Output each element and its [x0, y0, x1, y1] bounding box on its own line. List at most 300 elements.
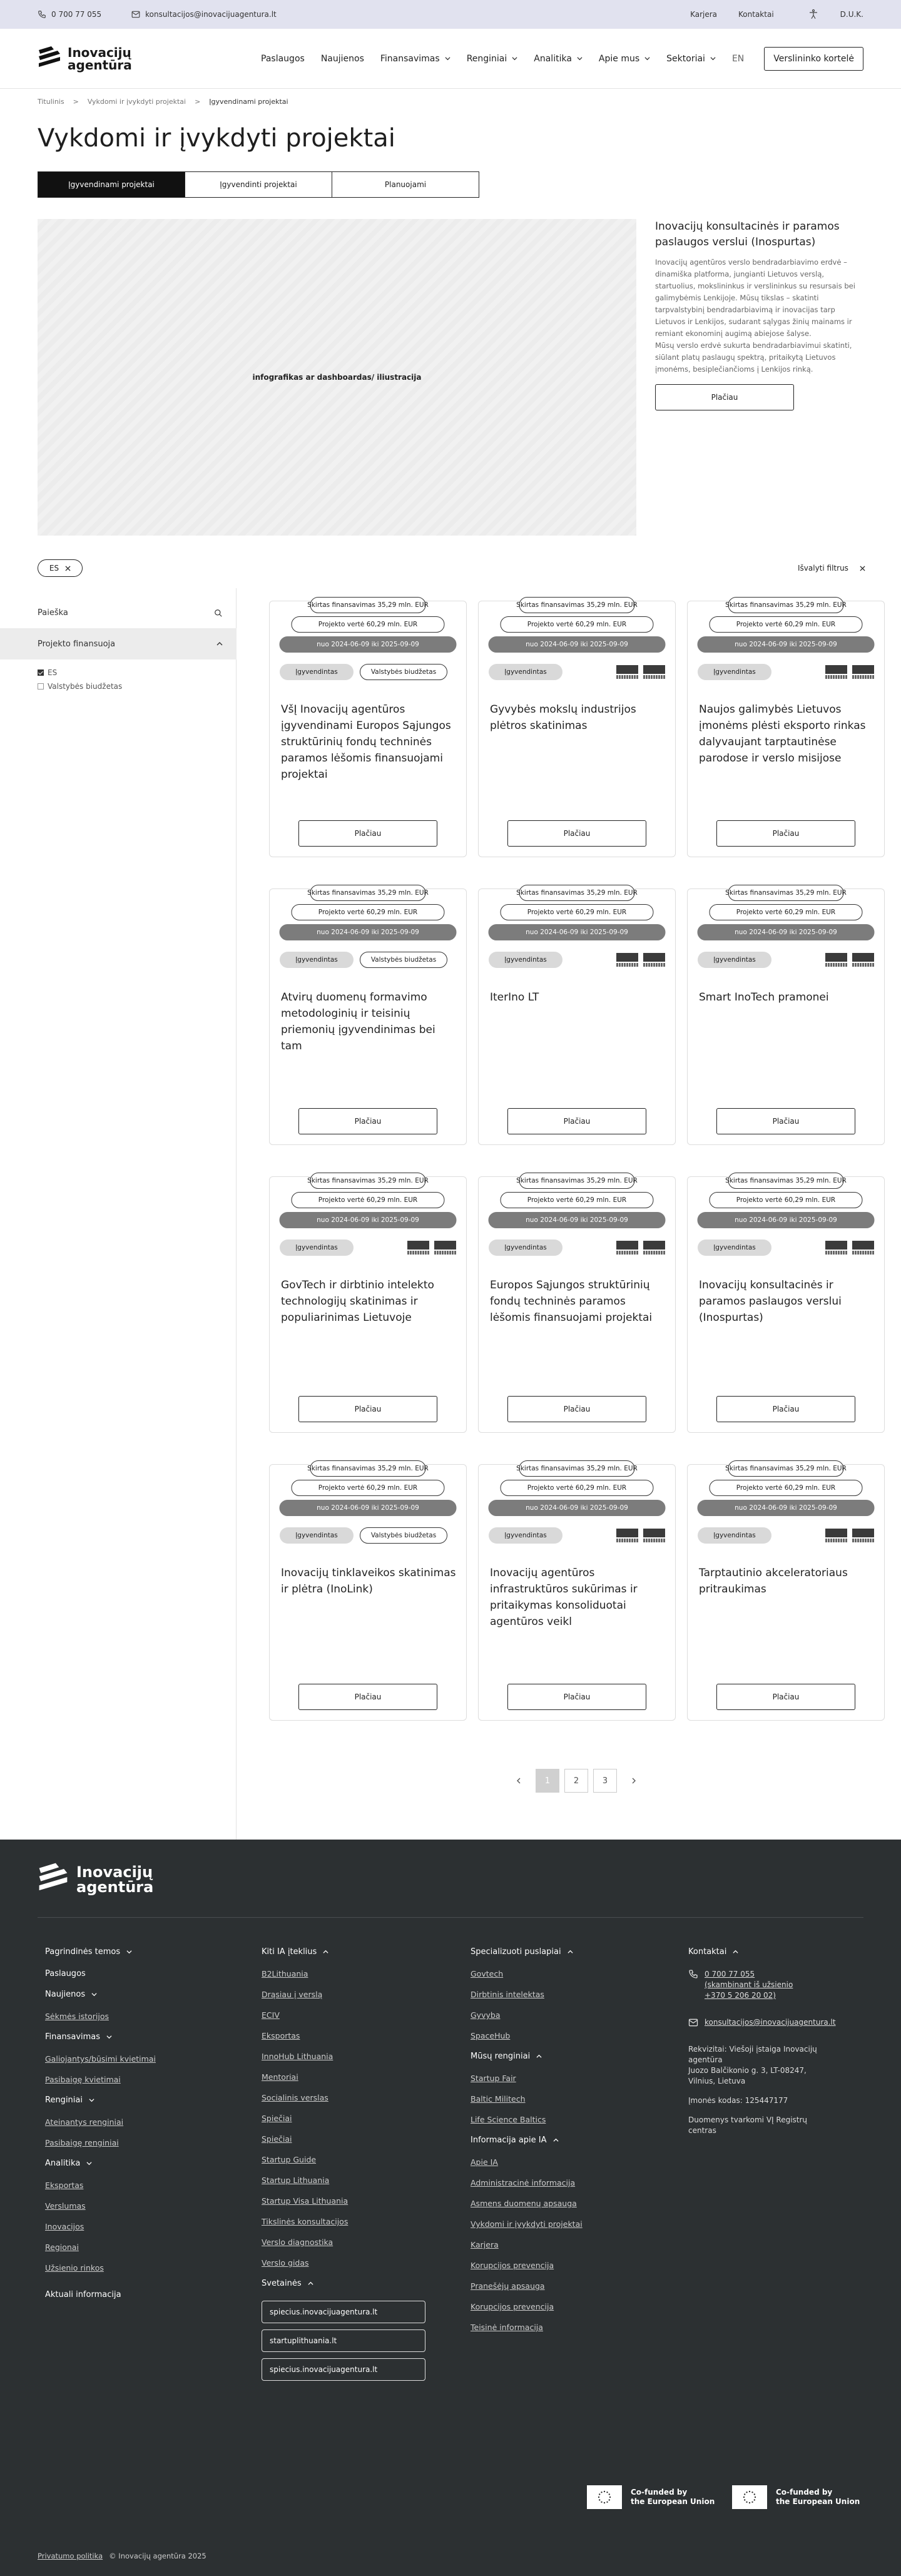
footer-link[interactable]: Pasibaigę renginiai — [45, 2138, 119, 2147]
status-tag: Įgyvendintas — [280, 664, 354, 680]
privacy-policy-link[interactable]: Privatumo politika — [38, 2552, 103, 2560]
dates-pill: nuo 2024-06-09 iki 2025-09-09 — [280, 636, 457, 653]
project-card — [687, 888, 885, 1145]
sidebar-search[interactable] — [38, 608, 223, 618]
footer-link[interactable]: Pasibaigę kvietimai — [45, 2075, 121, 2084]
pagination-page-2[interactable]: 2 — [564, 1769, 588, 1793]
nav-label: Apie mus — [598, 53, 640, 64]
eu-logos — [616, 1529, 665, 1542]
footer-link[interactable]: InnoHub Lithuania — [262, 2052, 333, 2061]
funding-pill: Skirtas finansavimas 35,29 mln. EUR — [519, 1460, 635, 1477]
nav-label: Sektoriai — [666, 53, 705, 64]
footer-heading[interactable] — [45, 2032, 233, 2042]
value-pill: Projekto vertė 60,29 mln. EUR — [501, 1480, 654, 1496]
footer-link[interactable]: Socialinis verslas — [262, 2093, 328, 2102]
dates-pill: nuo 2024-06-09 iki 2025-09-09 — [489, 1212, 666, 1228]
eu-star — [609, 2497, 611, 2498]
project-card — [478, 1464, 676, 1721]
eu-star — [599, 2499, 600, 2500]
footer-heading-label: Informacija apie IA — [471, 2136, 547, 2145]
value-pill: Projekto vertė 60,29 mln. EUR — [501, 1192, 654, 1208]
chevron-up-icon — [733, 1949, 738, 1955]
logo-text — [68, 46, 132, 71]
footer-link[interactable]: Dirbtinis intelektas — [471, 1990, 544, 1999]
project-card — [269, 888, 467, 1145]
dates-pill: nuo 2024-06-09 iki 2025-09-09 — [698, 924, 875, 940]
eu-label-1: Co-funded by — [631, 2488, 688, 2497]
funding-pill: Skirtas finansavimas 35,29 mln. EUR — [519, 1173, 635, 1189]
funding-pill: Skirtas finansavimas 35,29 mln. EUR — [310, 1460, 426, 1477]
logo-line-1: Inovacijų — [68, 44, 131, 60]
chevron-up-icon — [553, 2137, 559, 2143]
project-card — [478, 1176, 676, 1433]
footer-heading-label: Renginiai — [45, 2095, 83, 2105]
footer-divider — [38, 1917, 863, 1918]
value-pill: Projekto vertė 60,29 mln. EUR — [292, 904, 445, 920]
footer-heading-label: Pagrindinės temos — [45, 1947, 121, 1957]
option-label: ES — [48, 668, 58, 677]
card-more-button[interactable]: Plačiau — [507, 1108, 646, 1134]
footer-column-pages — [471, 1947, 658, 2343]
footer-link[interactable]: B2Lithuania — [262, 1969, 308, 1978]
eu-logo-icon — [852, 1529, 874, 1542]
breadcrumb-parent[interactable]: Vykdomi ir įvykdyti projektai — [87, 98, 186, 106]
footer-link[interactable]: Korupcijos prevencija — [471, 2302, 554, 2311]
eu-star — [744, 2493, 745, 2495]
footer-column-resources — [262, 1947, 449, 2387]
company-code: Įmonės kodas: 125447177 — [688, 2096, 788, 2105]
eu-logo-icon — [434, 1241, 456, 1255]
duk-link[interactable]: D.U.K. — [840, 10, 863, 19]
footer-link[interactable]: Administracinė informacija — [471, 2178, 576, 2187]
budget-tag: Valstybės biudžetas — [360, 664, 447, 680]
footer-phone-number: 0 700 77 055 — [705, 1970, 755, 1978]
site-header — [0, 29, 901, 89]
pagination — [507, 1769, 646, 1793]
hero-more-button[interactable]: Plačiau — [655, 384, 794, 410]
pagination-page-1[interactable]: 1 — [536, 1769, 559, 1793]
eu-logo-icon — [852, 1241, 874, 1255]
footer-bottom — [38, 2552, 206, 2560]
nav-naujienos[interactable] — [321, 54, 364, 64]
chevron-up-icon — [568, 1949, 573, 1955]
tab-igyvendinami[interactable]: Įgyvendinami projektai — [38, 171, 185, 198]
card-title: GovTech ir dirbtinio intelekto technologijų skatinimas ir populiarinimas Lietuvoje — [281, 1279, 434, 1324]
footer-heading[interactable] — [688, 1947, 870, 1957]
footer-requisites — [688, 2044, 870, 2136]
footer-link[interactable]: Vykdomi ir įvykdyti projektai — [471, 2219, 583, 2229]
chevron-up-icon — [323, 1949, 328, 1955]
card-tags — [489, 664, 665, 680]
site-link-button[interactable]: startuplithuania.lt — [262, 2329, 425, 2352]
checkbox-checked[interactable] — [38, 669, 44, 676]
footer-link[interactable]: Inovacijos — [45, 2222, 84, 2231]
dates-pill: nuo 2024-06-09 iki 2025-09-09 — [698, 636, 875, 653]
eu-star — [601, 2492, 602, 2493]
eu-star — [601, 2502, 602, 2503]
logo-line-2: agentūra — [76, 1878, 154, 1896]
footer-link[interactable]: Startup Guide — [262, 2155, 317, 2164]
topbar-email-text: konsultacijos@inovacijuagentura.lt — [145, 10, 277, 19]
breadcrumb-separator: > — [195, 98, 201, 106]
funding-pill: Skirtas finansavimas 35,29 mln. EUR — [728, 1460, 844, 1477]
phone-icon — [38, 10, 46, 19]
funding-pill: Skirtas finansavimas 35,29 mln. EUR — [310, 885, 426, 901]
active-filter-chip[interactable] — [38, 559, 83, 577]
card-more-button[interactable]: Plačiau — [716, 1108, 855, 1134]
eu-star — [609, 2499, 610, 2500]
registry-line: Duomenys tvarkomi VĮ Registrų — [688, 2115, 808, 2124]
chevron-down-icon — [91, 1992, 97, 1997]
topbar-email[interactable] — [131, 10, 277, 19]
card-tags — [280, 1240, 456, 1256]
footer-heading[interactable] — [45, 1947, 233, 1957]
accessibility-icon[interactable] — [808, 9, 819, 20]
card-title: Europos Sąjungos struktūrinių fondų techninės paramos lėšomis finansuojami projektai — [490, 1279, 653, 1324]
nav-apie-mus[interactable] — [599, 54, 650, 64]
footer-link[interactable]: ECIV — [262, 2010, 280, 2020]
eu-logo-icon — [825, 953, 847, 967]
card-tags — [698, 1240, 874, 1256]
footer-link[interactable]: Pranešėjų apsauga — [471, 2281, 545, 2291]
page-title: Vykdomi ir įvykdyti projektai — [38, 124, 395, 153]
pagination-next[interactable] — [622, 1769, 646, 1793]
tab-planuojami[interactable]: Planuojami — [332, 171, 479, 198]
footer-link[interactable]: Tikslinės konsultacijos — [262, 2217, 349, 2226]
footer-link[interactable]: Korupcijos prevencija — [471, 2261, 554, 2270]
value-pill: Projekto vertė 60,29 mln. EUR — [710, 1480, 863, 1496]
card-title: VšĮ Inovacijų agentūros įgyvendinami Europos Sąjungos struktūrinių fondų techninės paramos lėšomis finansuojami projektai — [281, 703, 451, 781]
footer-link[interactable]: Asmens duomenų apsauga — [471, 2199, 577, 2208]
eu-star — [754, 2499, 755, 2500]
footer-link[interactable]: Ateinantys renginiai — [45, 2117, 124, 2127]
footer-heading[interactable] — [471, 2052, 658, 2061]
topbar-phone-text: 0 700 77 055 — [51, 10, 102, 19]
footer-heading[interactable] — [45, 2159, 233, 2168]
footer-heading-label: Svetainės — [262, 2279, 302, 2288]
sidebar-group-label: Projekto finansuoja — [38, 639, 116, 649]
clear-filters-button[interactable] — [798, 564, 865, 573]
footer-heading[interactable] — [471, 2136, 658, 2145]
eu-label-2: the European Union — [631, 2497, 715, 2506]
eu-logo-icon — [616, 1529, 638, 1542]
status-tag: Įgyvendintas — [280, 1240, 354, 1256]
footer-link[interactable]: Sėkmės istorijos — [45, 2012, 109, 2021]
footer-heading[interactable] — [471, 1947, 658, 1957]
pagination-prev[interactable] — [507, 1769, 531, 1793]
logo-line-2: agentūra — [68, 57, 132, 73]
nav-paslaugos[interactable] — [261, 54, 305, 64]
dates-pill: nuo 2024-06-09 iki 2025-09-09 — [280, 924, 457, 940]
status-tag: Įgyvendintas — [280, 1527, 354, 1544]
footer-heading-label: Analitika — [45, 2159, 81, 2168]
footer-heading[interactable] — [262, 2279, 449, 2288]
eu-logo-icon — [825, 665, 847, 679]
breadcrumb-current: Įgyvendinami projektai — [209, 98, 288, 106]
dates-pill: nuo 2024-06-09 iki 2025-09-09 — [698, 1500, 875, 1516]
nav-label: Paslaugos — [261, 53, 305, 64]
chevron-down-icon — [512, 56, 517, 61]
card-title: Gyvybės mokslų industrijos plėtros skatinimas — [490, 703, 636, 732]
phone-icon — [688, 1969, 698, 1979]
eu-star — [604, 2502, 605, 2503]
status-tag: Įgyvendintas — [698, 952, 771, 968]
value-pill: Projekto vertė 60,29 mln. EUR — [710, 1192, 863, 1208]
registry-line: centras — [688, 2126, 716, 2135]
card-title: Inovacijų tinklaveikos skatinimas ir plėtra (InoLink) — [281, 1567, 456, 1596]
card-more-button[interactable]: Plačiau — [507, 1396, 646, 1422]
card-more-button[interactable]: Plačiau — [298, 820, 437, 847]
project-tabs — [38, 171, 479, 198]
footer-phone-intl: +370 5 206 20 02) — [705, 1991, 776, 2000]
karjera-link[interactable]: Karjera — [690, 10, 718, 19]
footer-link[interactable]: Verslumas — [45, 2201, 86, 2211]
footer-link[interactable]: Govtech — [471, 1969, 504, 1978]
eu-star — [749, 2491, 750, 2492]
footer-column-contacts — [688, 1947, 870, 2136]
card-more-button[interactable]: Plačiau — [298, 1108, 437, 1134]
nav-sektoriai[interactable] — [666, 54, 716, 64]
footer-heading-label: Kiti IA įteklius — [262, 1947, 317, 1957]
card-tags — [698, 952, 874, 968]
hero-paragraph-1: Inovacijų agentūros verslo bendradarbiavimo erdvė – dinamiška platforma, jungianti Lietuvos verslą, startuolius, mokslininkus ir verslininkus su resursais bei galimybėmis Lenkijoje. Mūsų tikslas – skatinti tarpvalstybinį bendradarbiavimą ir inovacijas tarp Lietuvos ir Lenkijos, sudarant sąlygas žinių mainams ir remiant ekonominį augimą abiejose šalyse. — [655, 258, 855, 338]
footer-link[interactable]: Startup Visa Lithuania — [262, 2196, 349, 2206]
card-more-button[interactable]: Plačiau — [716, 820, 855, 847]
chevron-down-icon — [445, 56, 450, 61]
funding-pill: Skirtas finansavimas 35,29 mln. EUR — [728, 885, 844, 901]
card-more-button[interactable]: Plačiau — [298, 1684, 437, 1710]
eu-logo-icon — [616, 1241, 638, 1255]
status-tag: Įgyvendintas — [489, 1527, 562, 1544]
chevron-up-icon — [308, 2281, 313, 2286]
budget-tag: Valstybės biudžetas — [360, 1527, 447, 1544]
card-title: Inovacijų agentūros infrastruktūros sukūrimas ir pritaikymas konsoliduotai agentūros veikl — [490, 1567, 638, 1628]
req-line: Juozo Balčikonio g. 3, LT-08247, — [688, 2066, 807, 2075]
nav-renginiai[interactable] — [467, 54, 518, 64]
footer-link[interactable]: Karjera — [471, 2240, 499, 2249]
eu-logo-icon — [407, 1241, 429, 1255]
card-title: Inovacijų konsultacinės ir paramos paslaugos verslui (Inospurtas) — [699, 1279, 842, 1324]
footer-link[interactable]: Apie IA — [471, 2157, 498, 2167]
footer-email[interactable] — [688, 2017, 870, 2028]
project-card — [269, 1176, 467, 1433]
footer-phone[interactable] — [688, 1969, 870, 2001]
card-tags — [280, 952, 456, 968]
chevron-down-icon — [644, 56, 650, 61]
footer-heading[interactable] — [262, 1947, 449, 1957]
eu-star — [755, 2497, 756, 2498]
footer-link[interactable]: Eksportas — [45, 2181, 84, 2190]
card-more-button[interactable]: Plačiau — [507, 820, 646, 847]
project-card — [687, 1176, 885, 1433]
card-more-button[interactable]: Plačiau — [716, 1396, 855, 1422]
footer-heading-label: Specializuoti puslapiai — [471, 1947, 561, 1957]
topbar-phone[interactable] — [38, 10, 101, 19]
footer-link[interactable]: Užsienio rinkos — [45, 2263, 104, 2273]
footer-link[interactable]: Eksportas — [262, 2031, 300, 2040]
card-tags — [489, 952, 665, 968]
eu-star — [751, 2492, 753, 2493]
eu-flag-icon — [587, 2485, 622, 2509]
eu-logo-icon — [643, 953, 665, 967]
footer-link[interactable]: Drąsiau į verslą — [262, 1990, 323, 1999]
card-more-button[interactable]: Plačiau — [507, 1684, 646, 1710]
clear-filters-label: Išvalyti filtrus — [798, 564, 848, 573]
dates-pill: nuo 2024-06-09 iki 2025-09-09 — [280, 1212, 457, 1228]
language-switch[interactable]: EN — [731, 53, 745, 64]
hero-paragraph-2: Mūsų verslo erdvė sukurta bendradarbiavimui skatinti, siūlant platų paslaugų spektrą, pritaikytą Lietuvos įmonėms, besiplečiančioms į Lenkijos rinką. — [655, 341, 852, 374]
chevron-down-icon — [89, 2097, 94, 2103]
eu-logo-icon — [616, 953, 638, 967]
breadcrumb-home[interactable]: Titulinis — [38, 98, 64, 106]
eu-star — [599, 2493, 600, 2495]
req-line: agentūra — [688, 2055, 723, 2064]
verslininko-kortele-button[interactable]: Verslininko kortelė — [764, 47, 863, 71]
card-tags — [280, 1527, 456, 1544]
dates-pill: nuo 2024-06-09 iki 2025-09-09 — [489, 636, 666, 653]
value-pill: Projekto vertė 60,29 mln. EUR — [501, 904, 654, 920]
footer-link[interactable]: Life Science Baltics — [471, 2115, 546, 2124]
dates-pill: nuo 2024-06-09 iki 2025-09-09 — [489, 924, 666, 940]
card-title: Atvirų duomenų formavimo metodologinių ir teisinių priemonių įgyvendinimas bei tam — [281, 991, 435, 1052]
card-more-button[interactable]: Plačiau — [716, 1684, 855, 1710]
footer-link[interactable]: Spiečiai — [262, 2134, 292, 2144]
footer-link[interactable]: Galiojantys/būsimi kvietimai — [45, 2054, 156, 2064]
footer-link[interactable]: Gyvyba — [471, 2010, 501, 2020]
kontaktai-link[interactable]: Kontaktai — [738, 10, 774, 19]
pagination-page-3[interactable]: 3 — [593, 1769, 617, 1793]
value-pill: Projekto vertė 60,29 mln. EUR — [710, 904, 863, 920]
eu-star — [744, 2499, 745, 2500]
footer-link[interactable]: Verslo diagnostika — [262, 2237, 333, 2247]
eu-logos — [616, 953, 665, 967]
filter-sidebar — [0, 588, 237, 1840]
close-icon — [860, 566, 865, 571]
card-tags — [280, 664, 456, 680]
project-card — [687, 601, 885, 857]
footer-link[interactable]: Regionai — [45, 2243, 79, 2252]
funding-pill: Skirtas finansavimas 35,29 mln. EUR — [728, 1173, 844, 1189]
nav-analitika[interactable] — [534, 54, 583, 64]
logo-line-1: Inovacijų — [76, 1863, 153, 1881]
eu-cofunded-badge — [732, 2485, 860, 2509]
eu-logo-icon — [643, 1241, 665, 1255]
chevron-down-icon — [710, 56, 716, 61]
eu-star — [606, 2492, 608, 2493]
nav-finansavimas[interactable] — [380, 54, 450, 64]
eu-star — [606, 2502, 608, 2503]
site-link-button[interactable]: spiecius.inovacijuagentura.lt — [262, 2301, 425, 2323]
status-tag: Įgyvendintas — [698, 664, 771, 680]
footer-logo[interactable] — [38, 1862, 153, 1897]
footer-link[interactable]: Spiečiai — [262, 2114, 292, 2123]
eu-label-2: the European Union — [776, 2497, 860, 2506]
eu-logo-icon — [852, 953, 874, 967]
card-title: IterIno LT — [490, 991, 539, 1004]
nav-label: Renginiai — [466, 53, 507, 64]
eu-star — [751, 2502, 753, 2503]
eu-cofunded-badge — [587, 2485, 715, 2509]
logo-text — [76, 1865, 153, 1895]
funding-pill: Skirtas finansavimas 35,29 mln. EUR — [728, 597, 844, 613]
tab-igyvendinti[interactable]: Įgyvendinti projektai — [185, 171, 332, 198]
req-line: Vilnius, Lietuva — [688, 2077, 746, 2085]
dates-pill: nuo 2024-06-09 iki 2025-09-09 — [280, 1500, 457, 1516]
eu-logos — [616, 1241, 665, 1255]
hero-text — [655, 219, 865, 410]
top-bar — [0, 0, 901, 29]
option-label: Valstybės biudžetas — [48, 682, 123, 691]
project-card — [687, 1464, 885, 1721]
eu-logos — [825, 1241, 874, 1255]
breadcrumb — [38, 98, 288, 106]
footer-link[interactable]: SpaceHub — [471, 2031, 511, 2040]
footer-heading-label: Kontaktai — [688, 1947, 727, 1957]
eu-star — [598, 2497, 599, 2498]
card-more-button[interactable]: Plačiau — [298, 1396, 437, 1422]
footer-link[interactable]: Startup Fair — [471, 2074, 516, 2083]
chevron-right-icon — [631, 1778, 637, 1784]
close-icon[interactable] — [65, 566, 71, 571]
footer-plain-link[interactable]: Paslaugos — [45, 1969, 86, 1978]
agency-logo-icon — [38, 46, 61, 71]
sidebar-group-finansuoja[interactable] — [0, 628, 237, 659]
chevron-down-icon — [86, 2161, 92, 2166]
chevron-down-icon — [577, 56, 583, 61]
sidebar-option-valstybes[interactable] — [38, 682, 122, 691]
eu-star — [746, 2492, 747, 2493]
footer-plain-link[interactable]: Aktuali informacija — [45, 2290, 121, 2299]
sidebar-option-es[interactable] — [38, 668, 57, 677]
footer-link[interactable]: Verslo gidas — [262, 2258, 309, 2268]
hero-title: Inovacijų konsultacinės ir paramos paslaugos verslui (Inospurtas) — [655, 220, 840, 248]
card-title: Naujos galimybės Lietuvos įmonėms plėsti eksporto rinkas dalyvaujant tarptautinėse parodose ir verslo misijose — [699, 703, 866, 765]
eu-logos — [825, 665, 874, 679]
footer-link[interactable]: Startup Lithuania — [262, 2176, 330, 2185]
funding-pill: Skirtas finansavimas 35,29 mln. EUR — [519, 597, 635, 613]
main-nav — [261, 47, 863, 71]
footer-heading-label: Mūsų renginiai — [471, 2052, 531, 2061]
status-tag: Įgyvendintas — [698, 1240, 771, 1256]
eu-logos — [616, 665, 665, 679]
chevron-down-icon — [126, 1949, 132, 1955]
checkbox[interactable] — [38, 683, 44, 690]
footer-heading[interactable] — [45, 2095, 233, 2105]
footer-link[interactable]: Baltic Militech — [471, 2094, 526, 2104]
sidebar-search-label: Paieška — [38, 608, 68, 618]
eu-star — [754, 2493, 755, 2495]
site-link-button[interactable]: spiecius.inovacijuagentura.lt — [262, 2358, 425, 2381]
footer-phone-note: (skambinant iš užsienio — [705, 1980, 793, 1989]
nav-label: Finansavimas — [380, 53, 440, 64]
footer-link[interactable]: Mentoriai — [262, 2072, 298, 2082]
eu-logo-icon — [825, 1529, 847, 1542]
value-pill: Projekto vertė 60,29 mln. EUR — [292, 1192, 445, 1208]
site-footer — [0, 1840, 901, 2576]
footer-heading-label: Finansavimas — [45, 2032, 101, 2042]
search-icon[interactable] — [214, 609, 223, 618]
card-title: Tarptautinio akceleratoriaus pritraukimas — [699, 1567, 848, 1596]
footer-heading[interactable] — [45, 1990, 233, 1999]
mail-icon — [131, 11, 140, 18]
footer-link[interactable]: Teisinė informacija — [471, 2323, 543, 2332]
project-card — [269, 1464, 467, 1721]
site-logo[interactable] — [38, 46, 132, 71]
req-line: Rekvizitai: Viešoji įstaiga Inovacijų — [688, 2045, 817, 2054]
status-tag: Įgyvendintas — [698, 1527, 771, 1544]
value-pill: Projekto vertė 60,29 mln. EUR — [292, 1480, 445, 1496]
eu-star — [743, 2497, 745, 2498]
